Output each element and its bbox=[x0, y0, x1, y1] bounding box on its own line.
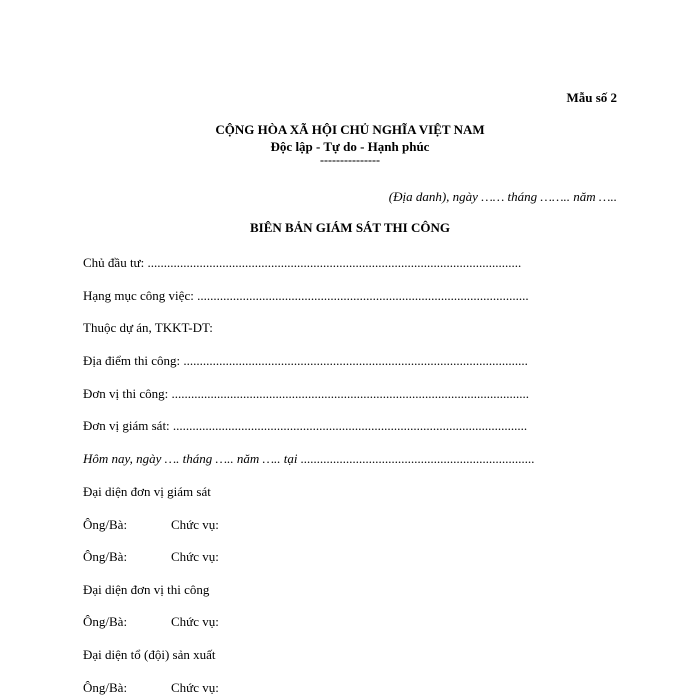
name-label: Ông/Bà: bbox=[83, 614, 128, 629]
form-number: Mẫu số 2 bbox=[566, 90, 617, 105]
name-label: Ông/Bà: bbox=[83, 517, 128, 532]
position-label: Chức vụ: bbox=[171, 517, 219, 532]
field-work-item: Hạng mục công việc: ...................................................................................................... bbox=[83, 288, 529, 303]
field-location: Địa điểm thi công: .......................................................................................................... bbox=[83, 353, 528, 368]
person-row bbox=[83, 614, 383, 630]
person-row bbox=[83, 549, 383, 565]
name-label: Ông/Bà: bbox=[83, 549, 128, 564]
field-contractor: Đơn vị thi công: .............................................................................................................. bbox=[83, 386, 529, 401]
section-contractor-rep: Đại diện đơn vị thi công bbox=[83, 582, 210, 597]
nation-heading: CỘNG HÒA XÃ HỘI CHỦ NGHĨA VIỆT NAM bbox=[215, 122, 485, 137]
motto: Độc lập - Tự do - Hạnh phúc bbox=[270, 139, 430, 154]
place-date-line: (Địa danh), ngày …… tháng …….. năm ….. bbox=[388, 189, 617, 204]
field-investor: Chủ đầu tư: ................................................................................................................... bbox=[83, 255, 522, 270]
position-label: Chức vụ: bbox=[171, 549, 219, 564]
header-divider: --------------- bbox=[320, 153, 380, 167]
person-row bbox=[83, 680, 383, 696]
position-label: Chức vụ: bbox=[171, 614, 219, 629]
field-project: Thuộc dự án, TKKT-DT: bbox=[83, 320, 213, 335]
person-row bbox=[83, 517, 383, 533]
name-label: Ông/Bà: bbox=[83, 680, 128, 695]
position-label: Chức vụ: bbox=[171, 680, 219, 695]
field-today: Hôm nay, ngày …. tháng ….. năm ….. tại ........................................................................ bbox=[83, 451, 535, 466]
section-team-rep: Đại diện tổ (đội) sản xuất bbox=[83, 647, 216, 662]
document-title: BIÊN BẢN GIÁM SÁT THI CÔNG bbox=[250, 220, 450, 235]
section-supervisor-rep: Đại diện đơn vị giám sát bbox=[83, 484, 211, 499]
field-supervisor: Đơn vị giám sát: ............................................................................................................. bbox=[83, 418, 528, 433]
